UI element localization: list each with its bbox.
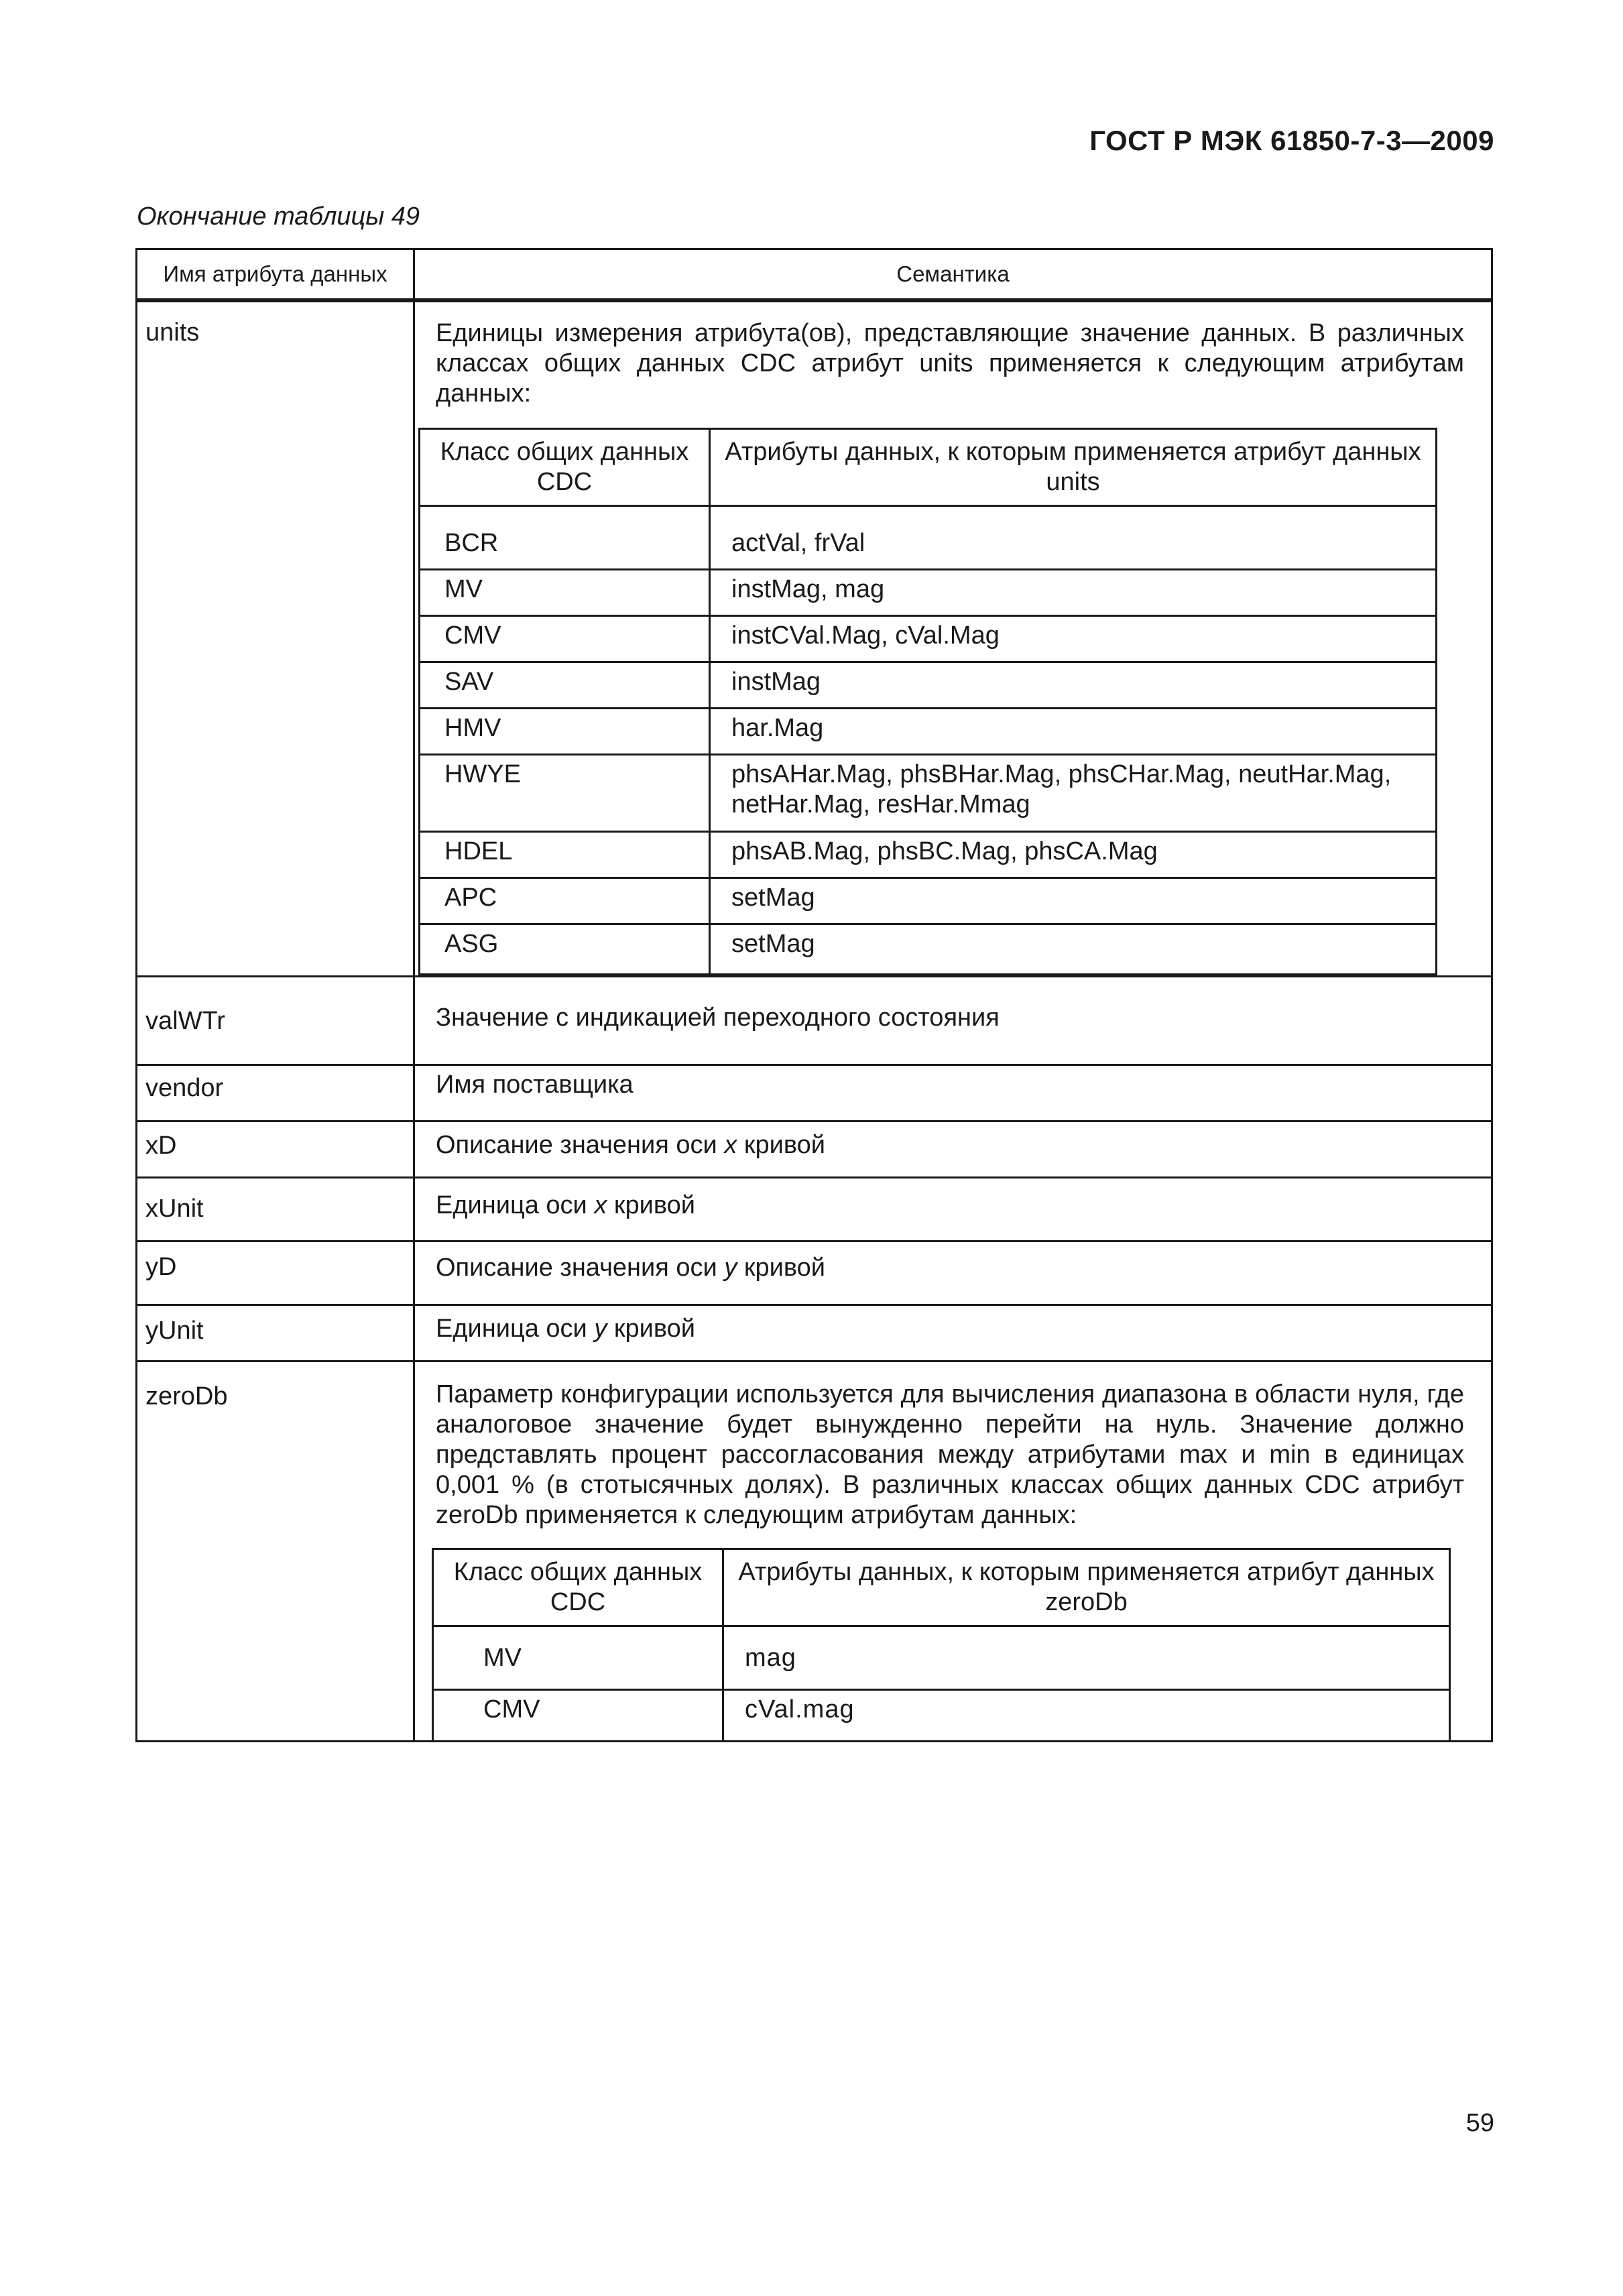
cdc-class: MV — [433, 1626, 723, 1690]
cdc-class: SAV — [420, 662, 710, 709]
cdc-class: HMV — [420, 709, 710, 755]
cdc-attributes: instMag, mag — [710, 570, 1437, 616]
table-row — [137, 1122, 1492, 1178]
attribute-semantics: Описание значения оси y кривой — [414, 1242, 1492, 1305]
table-row — [420, 832, 1437, 878]
table-caption: Окончание таблицы 49 — [137, 202, 420, 231]
attribute-semantics — [414, 300, 1492, 977]
cdc-attributes: setMag — [710, 924, 1437, 975]
inner-header-attributes: Атрибуты данных, к которым применяется атрибут данных units — [710, 429, 1437, 506]
header-semantics: Семантика — [414, 249, 1492, 301]
cdc-class: HDEL — [420, 832, 710, 878]
cdc-class: ASG — [420, 924, 710, 975]
table-row — [420, 506, 1437, 570]
table-row — [420, 924, 1437, 975]
cdc-attributes: phsAHar.Mag, phsBHar.Mag, phsCHar.Mag, neutHar.Mag, netHar.Mag, resHar.Mmag — [710, 755, 1437, 832]
table-row — [433, 1626, 1450, 1690]
cdc-attributes: mag — [723, 1626, 1450, 1690]
cdc-attributes: instCVal.Mag, cVal.Mag — [710, 616, 1437, 662]
semantics-text: Параметр конфигурации используется для вычисления диапазона в области нуля, где аналоговое значение будет вынужденно перейти на нуль. Значение должно представлять процент рассогласования между атрибутами max и min в единицах 0,001 % (в стотысячных долях). В различных классах общих данных CDC атрибут zeroDb применяется к следующим атрибутам данных: — [436, 1380, 1464, 1529]
header-attribute-name: Имя атрибута данных — [137, 249, 414, 301]
table-row — [137, 1242, 1492, 1305]
attribute-name: vendor — [137, 1065, 414, 1122]
table-row — [420, 616, 1437, 662]
inner-header-class: Класс общих данных CDC — [433, 1549, 723, 1626]
table-row — [137, 300, 1492, 977]
cdc-attributes: cVal.mag — [723, 1690, 1450, 1740]
inner-header-attributes: Атрибуты данных, к которым применяется атрибут данных zeroDb — [723, 1549, 1450, 1626]
table-row — [420, 878, 1437, 924]
attribute-name: yD — [137, 1242, 414, 1305]
cdc-attributes: har.Mag — [710, 709, 1437, 755]
attribute-name: valWTr — [137, 977, 414, 1065]
attribute-name: units — [137, 300, 414, 977]
cdc-class: HWYE — [420, 755, 710, 832]
attribute-name: xUnit — [137, 1178, 414, 1242]
cdc-attributes: actVal, frVal — [710, 506, 1437, 570]
standard-designation: ГОСТ Р МЭК 61850-7-3—2009 — [1089, 125, 1494, 156]
semantics-text: Единицы измерения атрибута(ов), представляющие значение данных. В различных классах общих данных CDC атрибут units применяется к следующим атрибутам данных: — [436, 319, 1464, 408]
table-row — [420, 570, 1437, 616]
cdc-class: MV — [420, 570, 710, 616]
cdc-class: APC — [420, 878, 710, 924]
attribute-semantics: Единица оси y кривой — [414, 1305, 1492, 1362]
attribute-semantics: Имя поставщика — [414, 1065, 1492, 1122]
zerodb-cdc-table — [432, 1548, 1451, 1740]
table-row — [137, 1178, 1492, 1242]
table-row — [420, 755, 1437, 832]
table-row — [420, 662, 1437, 709]
cdc-class: CMV — [433, 1690, 723, 1740]
cdc-attributes: setMag — [710, 878, 1437, 924]
attribute-table — [135, 248, 1493, 1742]
attribute-name: xD — [137, 1122, 414, 1178]
attribute-semantics — [414, 1362, 1492, 1742]
attribute-name: zeroDb — [137, 1362, 414, 1742]
cdc-class: CMV — [420, 616, 710, 662]
table-row — [137, 977, 1492, 1065]
cdc-attributes: phsAB.Mag, phsBC.Mag, phsCA.Mag — [710, 832, 1437, 878]
page-number: 59 — [1465, 2109, 1494, 2137]
table-row — [137, 1305, 1492, 1362]
attribute-name: yUnit — [137, 1305, 414, 1362]
inner-header-class: Класс общих данных CDC — [420, 429, 710, 506]
attribute-semantics: Значение с индикацией переходного состояния — [414, 977, 1492, 1065]
units-cdc-table — [418, 428, 1437, 975]
attribute-semantics: Описание значения оси x кривой — [414, 1122, 1492, 1178]
cdc-attributes: instMag — [710, 662, 1437, 709]
cdc-class: BCR — [420, 506, 710, 570]
table-row — [137, 1362, 1492, 1742]
table-row — [137, 1065, 1492, 1122]
attribute-semantics: Единица оси x кривой — [414, 1178, 1492, 1242]
table-row — [420, 709, 1437, 755]
table-row — [433, 1690, 1450, 1740]
